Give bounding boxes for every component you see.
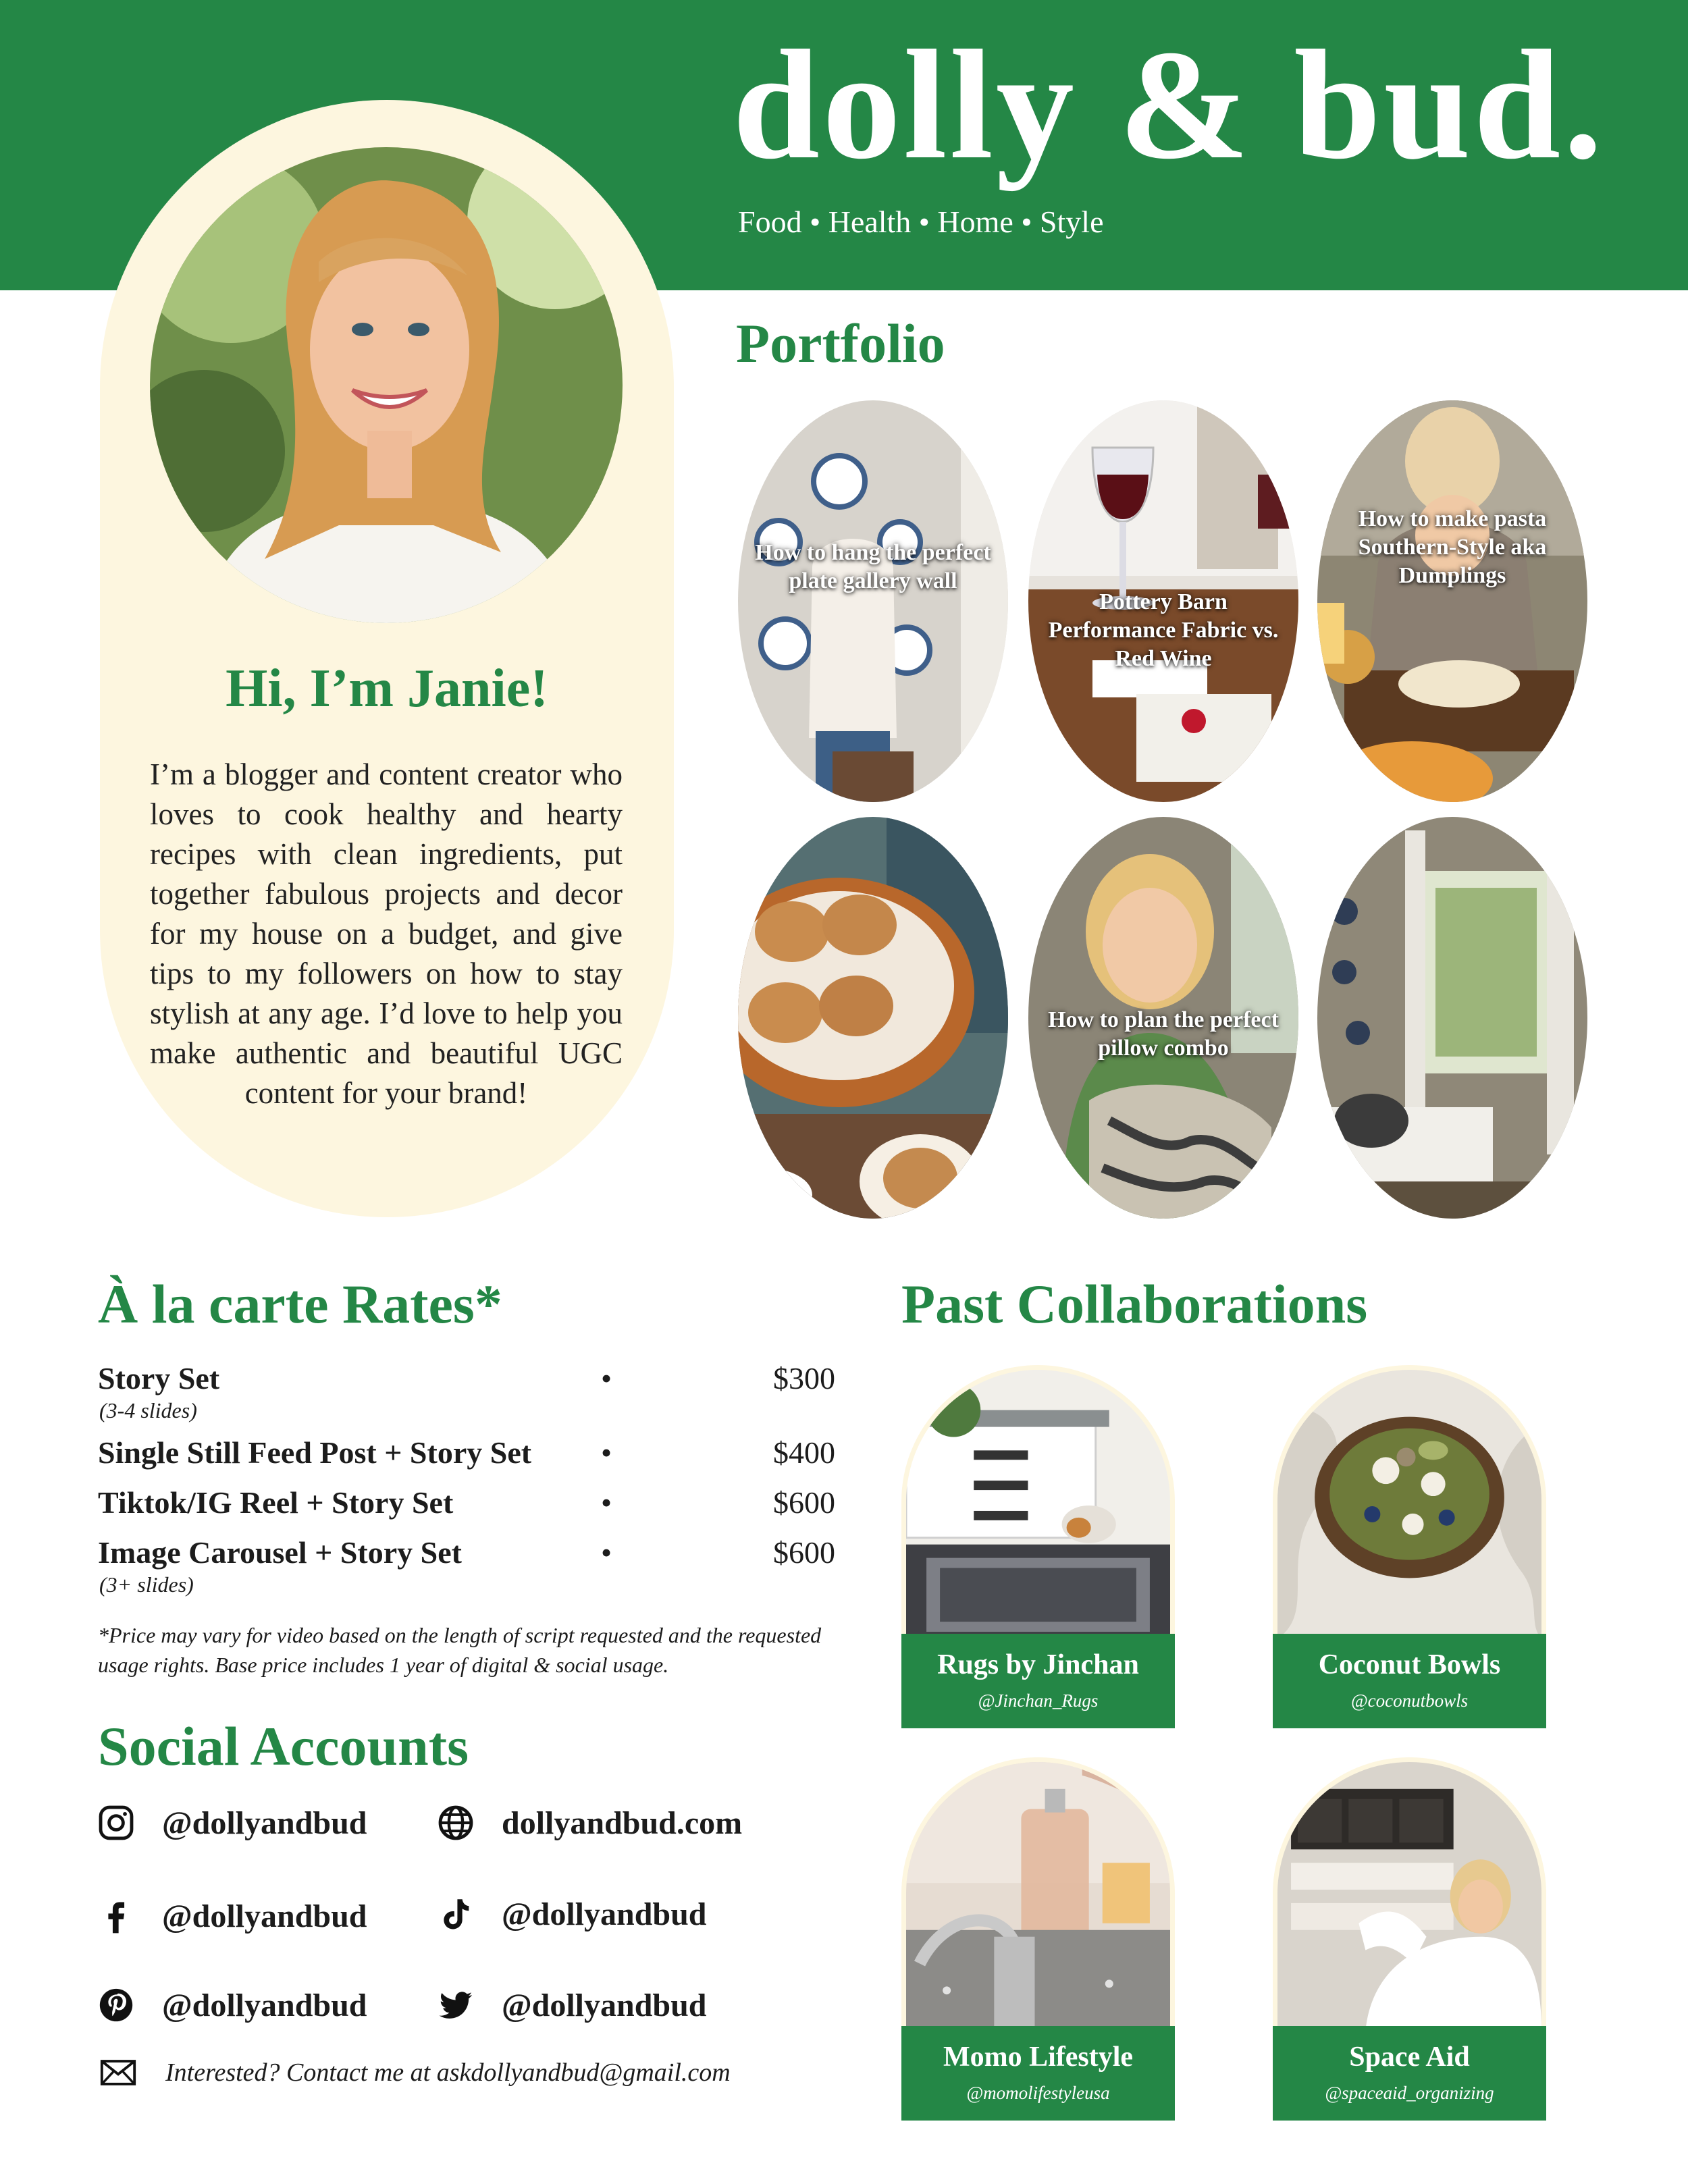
collab-card[interactable] <box>901 1365 1175 1736</box>
collab-card[interactable] <box>901 1757 1175 2129</box>
rate-name: Single Still Feed Post + Story Set <box>98 1435 532 1470</box>
rate-note: (3-4 slides) <box>99 1398 197 1422</box>
social-handle: @dollyandbud <box>162 1898 367 1934</box>
rate-price: $400 <box>773 1435 835 1470</box>
rate-bullet: • <box>601 1485 612 1520</box>
rate-note: (3+ slides) <box>99 1572 194 1597</box>
rate-bullet: • <box>601 1361 612 1395</box>
collab-label <box>901 1634 1175 1728</box>
contact-email-text: Interested? Contact me at askdollyandbud@gmail.com <box>165 2058 731 2087</box>
portfolio-tile[interactable] <box>1317 817 1587 1219</box>
social-handle: @dollyandbud <box>162 1987 367 2023</box>
rate-price: $300 <box>773 1361 835 1395</box>
rate-row <box>98 1435 835 1485</box>
greeting-heading: Hi, I’m Janie! <box>226 659 548 718</box>
collab-label <box>1273 1634 1546 1728</box>
collab-photo <box>901 1365 1175 1639</box>
social-pinterest[interactable] <box>96 1985 367 2025</box>
social-website[interactable] <box>436 1803 742 1843</box>
tiktok-icon <box>436 1894 476 1934</box>
rate-row <box>98 1535 835 1609</box>
rate-price: $600 <box>773 1535 835 1570</box>
collab-label <box>1273 2026 1546 2121</box>
profile-photo <box>150 147 623 623</box>
mail-icon <box>98 2052 138 2093</box>
social-twitter[interactable] <box>436 1985 707 2025</box>
rates-footnote: *Price may vary for video based on the length of script requested and the requested usage rights. Base price includes 1 year of digital & social usage. <box>98 1623 822 1677</box>
portfolio-tile[interactable] <box>738 400 1008 802</box>
social-heading: Social Accounts <box>98 1715 469 1777</box>
portfolio-tile[interactable] <box>1317 400 1587 802</box>
tile-caption: How to hang the perfect plate gallery wall <box>755 540 991 593</box>
social-instagram[interactable] <box>96 1803 367 1843</box>
tile-caption: How to plan the perfect pillow combo <box>1048 1007 1279 1061</box>
rate-bullet: • <box>601 1435 612 1470</box>
social-handle: @dollyandbud <box>162 1805 367 1841</box>
portfolio-tile[interactable] <box>738 817 1008 1219</box>
tile-caption: Pottery Barn Performance Fabric vs. Red Wine <box>1048 589 1279 671</box>
collab-brand-name: Space Aid <box>1349 2042 1470 2073</box>
collab-card[interactable] <box>1273 1365 1546 1736</box>
collab-brand-handle: @momolifestyleusa <box>966 2083 1110 2103</box>
facebook-icon <box>96 1896 136 1936</box>
social-handle: @dollyandbud <box>502 1987 707 2023</box>
rate-row <box>98 1360 835 1435</box>
collaborations-heading: Past Collaborations <box>901 1273 1368 1335</box>
social-handle: dollyandbud.com <box>502 1805 743 1841</box>
collab-brand-name: Rugs by Jinchan <box>937 1649 1139 1680</box>
social-tiktok[interactable] <box>436 1894 707 1934</box>
instagram-icon <box>96 1803 136 1843</box>
globe-icon <box>436 1803 476 1843</box>
rate-row <box>98 1485 835 1535</box>
portfolio-heading: Portfolio <box>736 313 945 374</box>
collab-brand-handle: @Jinchan_Rugs <box>978 1690 1099 1711</box>
tagline: Food • Health • Home • Style <box>738 205 1104 239</box>
brand-logo-text: dolly & bud. <box>733 18 1606 192</box>
social-handle: @dollyandbud <box>502 1896 707 1932</box>
portfolio-tile[interactable] <box>1028 817 1298 1219</box>
pinterest-icon <box>96 1985 136 2025</box>
collab-brand-handle: @coconutbowls <box>1350 1690 1469 1711</box>
rate-price: $600 <box>773 1485 835 1520</box>
collab-brand-handle: @spaceaid_organizing <box>1325 2083 1494 2103</box>
social-facebook[interactable] <box>96 1896 367 1936</box>
twitter-icon <box>436 1985 476 2025</box>
rate-name: Image Carousel + Story Set <box>98 1535 462 1570</box>
rate-bullet: • <box>601 1535 612 1570</box>
rates-heading: À la carte Rates* <box>98 1273 502 1335</box>
rate-name: Tiktok/IG Reel + Story Set <box>98 1485 454 1520</box>
collab-label <box>901 2026 1175 2121</box>
rate-name: Story Set <box>98 1361 220 1395</box>
collab-brand-name: Momo Lifestyle <box>943 2042 1134 2073</box>
portfolio-tile[interactable] <box>1028 400 1298 802</box>
bio-paragraph: I’m a blogger and content creator who loves to cook healthy and hearty recipes with clean ingredients, put together fabulous projects and decor for my house on a budget, and give tips to my followers on how to stay stylish at any age. I’d love to help you make authentic and beautiful UGC content for your brand! <box>150 757 623 1110</box>
collab-photo <box>1273 1365 1546 1639</box>
collab-photo <box>1273 1757 1546 2031</box>
contact-line[interactable] <box>98 2052 731 2093</box>
collab-brand-name: Coconut Bowls <box>1318 1649 1501 1680</box>
tile-caption: How to make pasta Southern-Style aka Dumplings <box>1358 506 1547 588</box>
collab-card[interactable] <box>1273 1757 1546 2129</box>
rates-table <box>98 1360 835 1609</box>
collab-photo <box>901 1757 1175 2031</box>
